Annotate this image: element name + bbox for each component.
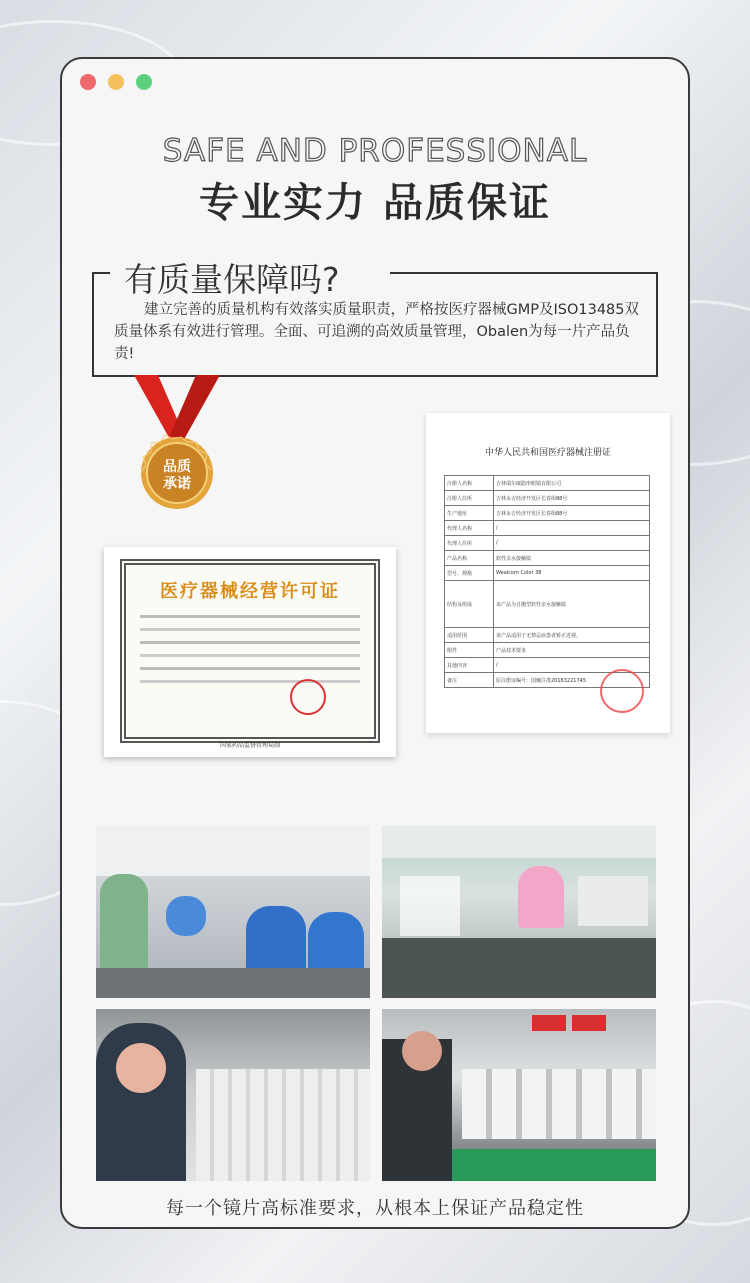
registration-certificate: [426, 413, 670, 733]
registration-seal-icon: [600, 669, 644, 713]
registration-table: [444, 475, 650, 688]
registration-row-label: 备注: [445, 673, 494, 688]
registration-row-label: 生产地址: [445, 506, 494, 521]
cleanroom-workers-photo: [96, 826, 370, 998]
registration-row-label: 代理人名称: [445, 521, 494, 536]
registration-row-label: 其他内容: [445, 658, 494, 673]
registration-row-value: 软性亲水接触镜: [494, 551, 650, 566]
registration-row-value: 该产品为日抛型软性亲水接触镜: [494, 581, 650, 628]
registration-row-value: 吉林瑞尔康隐形眼镜有限公司: [494, 476, 650, 491]
registration-row-label: 结构及组成: [445, 581, 494, 628]
bottom-caption: 每一个镜片高标准要求，从根本上保证产品稳定性: [166, 1198, 584, 1219]
window-controls: [80, 74, 152, 90]
quality-description: 建立完善的质量机构有效落实质量职责，严格按医疗器械GMP及ISO13485双质量体系有效进行管理。全面、可追溯的高效质量管理，Obalen为每一片产品负责!: [114, 302, 640, 362]
registration-row: [445, 551, 650, 566]
registration-row-value: 吉林永吉经济开发区长春街88号: [494, 491, 650, 506]
registration-row-value: /: [494, 521, 650, 536]
main-card: [60, 57, 690, 1229]
close-dot[interactable]: [80, 74, 96, 90]
registration-row: [445, 628, 650, 643]
registration-row: [445, 643, 650, 658]
quality-question: 有质量保障吗?: [124, 260, 340, 299]
registration-row-value: 该产品适用于无禁忌症患者矫正近视。: [494, 628, 650, 643]
license-title: 医疗器械经营许可证: [160, 581, 340, 602]
registration-row: [445, 581, 650, 628]
registration-row: [445, 536, 650, 551]
registration-row-label: 代理人住所: [445, 536, 494, 551]
registration-row-label: 注册人名称: [445, 476, 494, 491]
medal-text: 品质 承诺: [163, 459, 191, 492]
registration-row: [445, 491, 650, 506]
registration-row: [445, 521, 650, 536]
registration-title: 中华人民共和国医疗器械注册证: [484, 448, 611, 458]
registration-row: [445, 566, 650, 581]
registration-row-value: /: [494, 536, 650, 551]
minimize-dot[interactable]: [108, 74, 124, 90]
chinese-title: 专业实力 品质保证: [199, 180, 551, 226]
production-machine-photo: [382, 1009, 656, 1181]
registration-row-label: 型号、规格: [445, 566, 494, 581]
registration-row: [445, 476, 650, 491]
inspection-worker-photo: [96, 1009, 370, 1181]
lab-bottles-photo: [382, 826, 656, 998]
registration-row-label: 附件: [445, 643, 494, 658]
license-issuer: 国家药品监督管理局制: [219, 742, 280, 749]
registration-row-label: 注册人住所: [445, 491, 494, 506]
registration-row-value: 吉林永吉经济开发区长春街88号: [494, 506, 650, 521]
license-seal-icon: [290, 679, 326, 715]
business-license-certificate: [104, 547, 396, 757]
registration-row-value: Wealcom Color 38: [494, 566, 650, 581]
registration-row: [445, 506, 650, 521]
maximize-dot[interactable]: [136, 74, 152, 90]
registration-row-value: /: [494, 658, 650, 673]
registration-row-value: 产品技术要求: [494, 643, 650, 658]
registration-row-value: 原注册证编号：国械注准20163221745: [494, 673, 650, 688]
english-title: SAFE AND PROFESSIONAL: [162, 133, 588, 169]
registration-row-label: 产品名称: [445, 551, 494, 566]
registration-row-label: 适用范围: [445, 628, 494, 643]
